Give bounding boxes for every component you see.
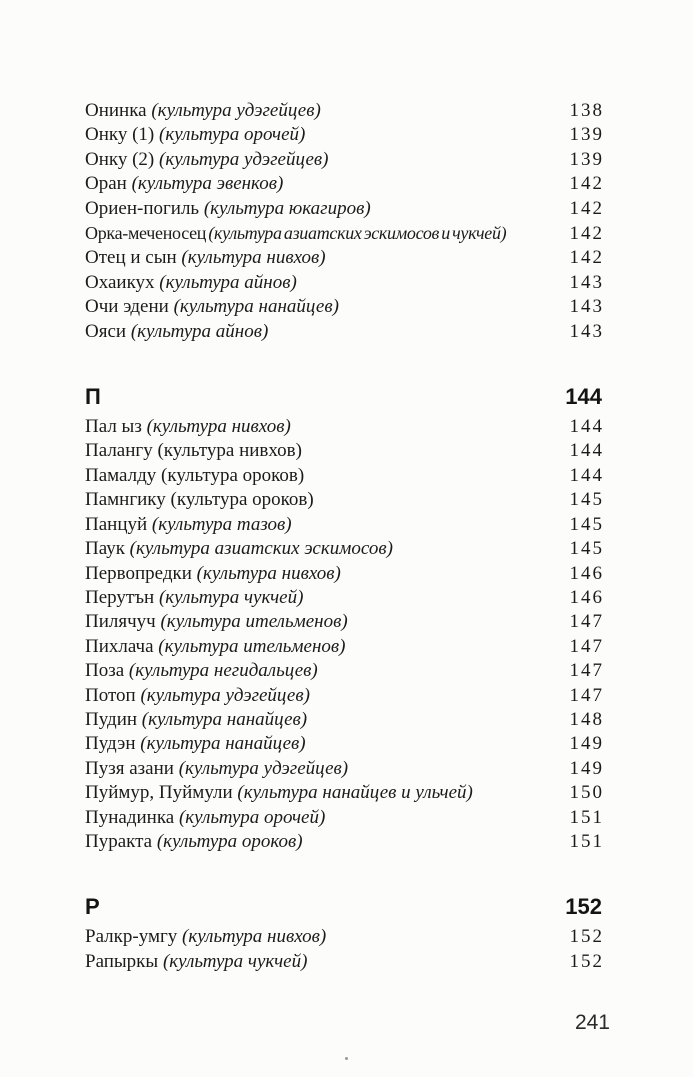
section-header	[85, 384, 602, 410]
entry-text	[85, 295, 339, 319]
index-section	[85, 99, 602, 344]
index-entry	[85, 415, 602, 439]
entry-text	[85, 537, 393, 561]
section-page-number: 152	[565, 894, 602, 920]
entry-title: Пуймур, Пуймули	[85, 782, 238, 804]
section-header	[85, 894, 602, 920]
entry-text	[85, 586, 303, 610]
index-entry	[85, 537, 602, 561]
entry-title: Пуракта	[85, 830, 157, 852]
entry-page-number: 147	[569, 611, 604, 633]
index-entry	[85, 513, 602, 537]
index-entry	[85, 757, 602, 781]
entry-page-number: 142	[569, 223, 604, 245]
entry-culture-note: (культура эвенков)	[131, 173, 284, 195]
entry-title: Панцуй	[85, 513, 152, 535]
entry-culture-note: (культура ительменов)	[158, 635, 346, 657]
entry-culture-note: (культура чукчей)	[162, 950, 308, 972]
entry-text	[85, 781, 473, 805]
entry-title: Рапыркы	[85, 950, 163, 972]
entry-culture-note: (культура нанайцев)	[140, 733, 306, 755]
entry-page-number: 147	[569, 660, 604, 682]
index-entry	[85, 172, 602, 196]
entry-page-number: 144	[569, 440, 604, 462]
entry-text	[85, 610, 348, 634]
entry-title: Первопредки	[85, 562, 197, 584]
index-entry	[85, 271, 602, 295]
entry-text	[85, 320, 268, 344]
entry-page-number: 144	[569, 416, 604, 438]
section-letter: П	[85, 384, 101, 410]
entry-culture-note: (культура удэгейцев)	[159, 148, 329, 170]
entry-culture-note: (культура орочей)	[178, 806, 326, 828]
index-entry	[85, 197, 602, 221]
index-entry	[85, 295, 602, 319]
entry-page-number: 147	[569, 684, 604, 706]
entry-culture-note: (культура ороков)	[156, 830, 303, 852]
entry-text	[85, 221, 506, 245]
entry-text	[85, 659, 318, 683]
entry-page-number: 143	[569, 271, 604, 293]
index-entry	[85, 732, 602, 756]
entry-culture-note: (культура нивхов)	[181, 247, 326, 269]
index-entry	[85, 586, 602, 610]
index-entry	[85, 684, 602, 708]
entry-culture-note: (культура удэгейцев)	[178, 757, 349, 779]
scan-artifact-dot	[345, 1057, 348, 1060]
entry-title: Пунадинка	[85, 806, 179, 828]
index-entry	[85, 562, 602, 586]
index-entry	[85, 246, 602, 270]
index-entry	[85, 830, 602, 854]
entry-title: Пихлача	[85, 635, 159, 657]
entry-culture-note: (культура нанайцев и ульчей)	[237, 782, 473, 804]
entry-text	[85, 148, 328, 172]
entry-culture-note: (культура чукчей)	[158, 586, 304, 608]
entry-text	[85, 708, 307, 732]
entry-title: Ояси	[85, 320, 131, 342]
entry-page-number: 139	[569, 148, 604, 170]
index-entry	[85, 221, 602, 246]
entry-text	[85, 732, 306, 756]
entry-title: Паук	[85, 538, 130, 560]
entry-culture-note: (культура ороков)	[170, 489, 314, 511]
entry-page-number: 142	[569, 197, 604, 219]
index-entry	[85, 659, 602, 683]
entry-page-number: 150	[569, 782, 604, 804]
entry-culture-note: (культура ороков)	[161, 464, 305, 486]
entry-title: Перутън	[85, 586, 159, 608]
entry-title: Пудэн	[85, 733, 141, 755]
index-entry	[85, 488, 602, 512]
entry-page-number: 143	[569, 296, 604, 318]
entry-page-number: 145	[569, 489, 604, 511]
entry-title: Онинка	[85, 100, 152, 121]
entry-page-number: 143	[569, 320, 604, 342]
entry-culture-note: (культура удэгейцев)	[151, 100, 321, 121]
entry-text	[85, 464, 304, 488]
index-entry	[85, 708, 602, 732]
entry-title: Ориен-погиль	[85, 197, 204, 219]
entry-page-number: 152	[569, 950, 604, 972]
entry-text	[85, 806, 325, 830]
entry-title: Онку (2)	[85, 148, 160, 170]
entry-page-number: 142	[569, 173, 604, 195]
entry-text	[85, 271, 297, 295]
entry-page-number: 142	[569, 247, 604, 269]
entry-title: Памалду	[85, 464, 162, 486]
index-entry	[85, 99, 602, 123]
entry-page-number: 146	[569, 586, 604, 608]
index-entry	[85, 635, 602, 659]
entry-title: Онку (1)	[85, 124, 160, 146]
entry-page-number: 146	[569, 562, 604, 584]
entry-page-number: 152	[569, 926, 604, 948]
entry-text	[85, 172, 283, 196]
entry-text	[85, 757, 348, 781]
entry-text	[85, 513, 292, 537]
entry-title: Очи эдени	[85, 296, 174, 318]
index-list	[85, 99, 602, 974]
entry-page-number: 139	[569, 124, 604, 146]
index-entry	[85, 610, 602, 634]
index-entry	[85, 439, 602, 463]
entry-culture-note: (культура нивхов)	[196, 562, 341, 584]
index-entry	[85, 123, 602, 147]
entry-culture-note: (культура азиатских эскимосов)	[129, 538, 393, 560]
entry-text	[85, 950, 307, 974]
entry-title: Палангу	[85, 440, 158, 462]
entry-text	[85, 488, 314, 512]
index-section	[85, 384, 602, 854]
entry-text	[85, 99, 321, 123]
entry-text	[85, 415, 291, 439]
index-entry	[85, 950, 602, 974]
entry-title: Пал ыз	[85, 416, 147, 438]
entry-title: Памнгику	[85, 489, 171, 511]
entry-page-number: 148	[569, 708, 604, 730]
index-entry	[85, 806, 602, 830]
entry-page-number: 145	[569, 513, 604, 535]
entry-text	[85, 439, 302, 463]
entry-text	[85, 246, 326, 270]
entry-page-number: 151	[569, 806, 604, 828]
entry-page-number: 149	[569, 757, 604, 779]
entry-culture-note: (культура айнов)	[130, 320, 269, 342]
entry-text	[85, 635, 345, 659]
entry-title: Оран	[85, 173, 132, 195]
entry-title: Поза	[85, 660, 129, 682]
entry-title: Отец и сын	[85, 247, 182, 269]
entry-culture-note: (культура нивхов)	[146, 416, 291, 438]
index-entry	[85, 925, 602, 949]
entry-culture-note: (культура нанайцев)	[173, 296, 339, 318]
index-entry	[85, 781, 602, 805]
entry-culture-note: (культура негидальцев)	[128, 660, 318, 682]
entry-culture-note: (культура удэгейцев)	[140, 684, 310, 706]
entry-culture-note: (культура нанайцев)	[141, 708, 308, 730]
entry-culture-note: (культура нивхов)	[157, 440, 302, 462]
entry-title: Охаикух	[85, 271, 160, 293]
entry-page-number: 145	[569, 538, 604, 560]
index-entry	[85, 148, 602, 172]
index-section	[85, 894, 602, 974]
entry-culture-note: (культура тазов)	[151, 513, 292, 535]
entry-text	[85, 925, 326, 949]
entry-title: Пузя азани	[85, 757, 179, 779]
entry-title: Ралкр-умгу	[85, 926, 183, 948]
entry-text	[85, 830, 303, 854]
entry-title: Пудин	[85, 708, 142, 730]
entry-title: Пилячуч	[85, 611, 161, 633]
section-page-number: 144	[565, 384, 602, 410]
entry-culture-note: (культура юкагиров)	[203, 197, 371, 219]
entry-text	[85, 123, 305, 147]
entry-text	[85, 684, 310, 708]
entry-text	[85, 562, 341, 586]
index-entry	[85, 464, 602, 488]
entry-page-number: 144	[569, 464, 604, 486]
entry-culture-note: (культура орочей)	[159, 124, 306, 146]
section-letter: Р	[85, 894, 100, 920]
entry-title: Орка-меченосец	[85, 223, 209, 244]
entry-title: Потоп	[85, 684, 141, 706]
index-entry	[85, 320, 602, 344]
entry-text	[85, 197, 371, 221]
entry-page-number: 147	[569, 635, 604, 657]
page-folio: 241	[574, 1011, 610, 1034]
entry-page-number: 149	[569, 733, 604, 755]
entry-culture-note: (культура айнов)	[159, 271, 297, 293]
entry-culture-note: (культура ительменов)	[160, 611, 348, 633]
entry-culture-note: (культура азиатских эскимосов и чукчей)	[208, 223, 507, 244]
entry-page-number: 151	[569, 830, 604, 852]
entry-page-number: 138	[569, 100, 604, 121]
entry-culture-note: (культура нивхов)	[182, 926, 327, 948]
